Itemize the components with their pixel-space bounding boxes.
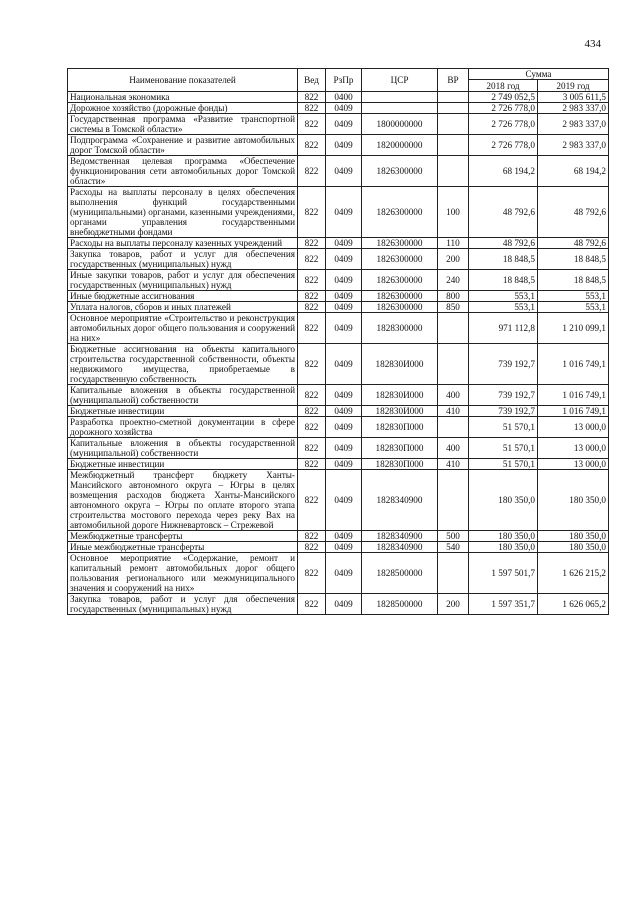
table-row — [68, 531, 609, 542]
cell-name: Бюджетные инвестиции — [68, 406, 298, 417]
cell-name: Национальная экономика — [68, 92, 298, 103]
cell-rzpr: 0409 — [326, 187, 362, 238]
cell-vr: 410 — [438, 406, 469, 417]
cell-2019: 2 983 337,0 — [538, 114, 609, 135]
cell-ved: 822 — [298, 459, 326, 470]
cell-2018: 2 726 778,0 — [469, 103, 538, 114]
header-rzpr: РзПр — [326, 69, 362, 92]
cell-2019: 13 000,0 — [538, 438, 609, 459]
cell-name: Закупка товаров, работ и услуг для обеспечения государственных (муниципальных) нужд — [68, 594, 298, 615]
cell-rzpr: 0409 — [326, 531, 362, 542]
budget-table — [67, 68, 609, 615]
table-row — [68, 553, 609, 594]
cell-2018: 1 597 501,7 — [469, 553, 538, 594]
cell-2018: 68 194,2 — [469, 156, 538, 187]
header-sum: Сумма — [469, 69, 609, 80]
cell-vr — [438, 470, 469, 531]
cell-vr: 100 — [438, 187, 469, 238]
table-row — [68, 313, 609, 344]
cell-2019: 2 983 337,0 — [538, 103, 609, 114]
cell-name: Закупка товаров, работ и услуг для обеспечения государственных (муниципальных) нужд — [68, 249, 298, 270]
cell-csr: 182830П000 — [362, 417, 438, 438]
header-year-2018: 2018 год — [469, 80, 538, 92]
cell-csr: 1826300000 — [362, 187, 438, 238]
cell-csr: 1828340900 — [362, 531, 438, 542]
cell-rzpr: 0409 — [326, 438, 362, 459]
table-row — [68, 270, 609, 291]
cell-csr: 1828340900 — [362, 470, 438, 531]
cell-csr: 1828300000 — [362, 313, 438, 344]
cell-2019: 1 016 749,1 — [538, 385, 609, 406]
cell-rzpr: 0409 — [326, 238, 362, 249]
cell-vr — [438, 103, 469, 114]
cell-ved: 822 — [298, 531, 326, 542]
cell-csr: 182830П000 — [362, 459, 438, 470]
cell-2018: 739 192,7 — [469, 344, 538, 385]
cell-name: Иные межбюджетные трансферты — [68, 542, 298, 553]
cell-name: Государственная программа «Развитие транспортной системы в Томской области» — [68, 114, 298, 135]
cell-name: Капитальные вложения в объекты государственной (муниципальной) собственности — [68, 438, 298, 459]
cell-2018: 48 792,6 — [469, 238, 538, 249]
cell-rzpr: 0409 — [326, 156, 362, 187]
cell-2019: 1 626 215,2 — [538, 553, 609, 594]
cell-2019: 68 194,2 — [538, 156, 609, 187]
cell-vr — [438, 156, 469, 187]
cell-2019: 553,1 — [538, 291, 609, 302]
cell-2018: 51 570,1 — [469, 417, 538, 438]
table-row — [68, 438, 609, 459]
cell-2018: 553,1 — [469, 291, 538, 302]
cell-csr: 182830П000 — [362, 438, 438, 459]
cell-csr: 1828500000 — [362, 553, 438, 594]
cell-vr — [438, 114, 469, 135]
cell-name: Капитальные вложения в объекты государственной (муниципальной) собственности — [68, 385, 298, 406]
cell-rzpr: 0409 — [326, 135, 362, 156]
cell-rzpr: 0409 — [326, 344, 362, 385]
cell-vr — [438, 344, 469, 385]
cell-2018: 2 726 778,0 — [469, 135, 538, 156]
cell-ved: 822 — [298, 249, 326, 270]
cell-rzpr: 0409 — [326, 470, 362, 531]
cell-name: Бюджетные ассигнования на объекты капитального строительства государственной собственности, объекты недвижимого имущества, приобретаемые в государственную собственность — [68, 344, 298, 385]
cell-csr — [362, 92, 438, 103]
cell-name: Дорожное хозяйство (дорожные фонды) — [68, 103, 298, 114]
cell-name: Иные бюджетные ассигнования — [68, 291, 298, 302]
cell-ved: 822 — [298, 542, 326, 553]
cell-name: Уплата налогов, сборов и иных платежей — [68, 302, 298, 313]
cell-2019: 48 792,6 — [538, 238, 609, 249]
cell-csr: 1828340900 — [362, 542, 438, 553]
table-row — [68, 417, 609, 438]
cell-csr: 1826300000 — [362, 156, 438, 187]
table-row — [68, 385, 609, 406]
table-row — [68, 302, 609, 313]
cell-ved: 822 — [298, 270, 326, 291]
cell-2018: 51 570,1 — [469, 438, 538, 459]
table-row — [68, 249, 609, 270]
cell-csr: 1828500000 — [362, 594, 438, 615]
cell-rzpr: 0409 — [326, 270, 362, 291]
cell-rzpr: 0409 — [326, 249, 362, 270]
cell-vr: 200 — [438, 249, 469, 270]
cell-csr: 182830И000 — [362, 344, 438, 385]
cell-vr — [438, 553, 469, 594]
cell-2019: 13 000,0 — [538, 459, 609, 470]
cell-csr: 1820000000 — [362, 135, 438, 156]
cell-2018: 180 350,0 — [469, 542, 538, 553]
cell-rzpr: 0409 — [326, 542, 362, 553]
table-row — [68, 406, 609, 417]
cell-name: Ведомственная целевая программа «Обеспечение функционирования сети автомобильных дорог Томской области» — [68, 156, 298, 187]
cell-2018: 18 848,5 — [469, 270, 538, 291]
cell-ved: 822 — [298, 385, 326, 406]
cell-2019: 13 000,0 — [538, 417, 609, 438]
cell-2018: 2 726 778,0 — [469, 114, 538, 135]
cell-csr: 1826300000 — [362, 238, 438, 249]
cell-rzpr: 0409 — [326, 302, 362, 313]
cell-ved: 822 — [298, 238, 326, 249]
cell-2018: 51 570,1 — [469, 459, 538, 470]
cell-vr — [438, 135, 469, 156]
cell-ved: 822 — [298, 302, 326, 313]
cell-2018: 48 792,6 — [469, 187, 538, 238]
cell-2019: 1 016 749,1 — [538, 406, 609, 417]
cell-2019: 180 350,0 — [538, 542, 609, 553]
cell-rzpr: 0409 — [326, 417, 362, 438]
table-row — [68, 92, 609, 103]
cell-2018: 2 749 052,5 — [469, 92, 538, 103]
cell-name: Иные закупки товаров, работ и услуг для обеспечения государственных (муниципальных) нужд — [68, 270, 298, 291]
table-row — [68, 542, 609, 553]
header-csr: ЦСР — [362, 69, 438, 92]
cell-2018: 739 192,7 — [469, 385, 538, 406]
cell-rzpr: 0409 — [326, 114, 362, 135]
cell-2018: 739 192,7 — [469, 406, 538, 417]
cell-csr: 1826300000 — [362, 291, 438, 302]
header-vr: ВР — [438, 69, 469, 92]
table-row — [68, 291, 609, 302]
cell-ved: 822 — [298, 103, 326, 114]
cell-2019: 2 983 337,0 — [538, 135, 609, 156]
cell-name: Основное мероприятие «Строительство и реконструкция автомобильных дорог общего пользования и сооружений на них» — [68, 313, 298, 344]
cell-csr: 1800000000 — [362, 114, 438, 135]
cell-csr: 1826300000 — [362, 302, 438, 313]
page-number: 434 — [584, 38, 601, 50]
table-row — [68, 156, 609, 187]
table-row — [68, 459, 609, 470]
cell-2019: 1 626 065,2 — [538, 594, 609, 615]
cell-rzpr: 0409 — [326, 291, 362, 302]
cell-2018: 553,1 — [469, 302, 538, 313]
table-row — [68, 187, 609, 238]
cell-name: Основное мероприятие «Содержание, ремонт и капитальный ремонт автомобильных дорог общего пользования регионального или межмуниципального значения и сооружений на них» — [68, 553, 298, 594]
cell-2019: 1 210 099,1 — [538, 313, 609, 344]
cell-name: Межбюджетный трансферт бюджету Ханты-Мансийского автономного округа – Югры в целях возмещения расходов бюджета Ханты-Мансийского автономного округа – Югры по оплате второго этапа строительства мостового перехода через реку Вах на автомобильной дороге Нижневартовск – Стрежевой — [68, 470, 298, 531]
cell-ved: 822 — [298, 92, 326, 103]
cell-vr — [438, 313, 469, 344]
cell-2019: 180 350,0 — [538, 470, 609, 531]
cell-vr: 110 — [438, 238, 469, 249]
cell-name: Разработка проектно-сметной документации в сфере дорожного хозяйства — [68, 417, 298, 438]
cell-vr — [438, 92, 469, 103]
cell-rzpr: 0400 — [326, 92, 362, 103]
cell-vr: 240 — [438, 270, 469, 291]
table-row — [68, 238, 609, 249]
cell-name: Расходы на выплаты персоналу в целях обеспечения выполнения функций государственными (муниципальными) органами, казенными учреждениями, органами управления государственными внебюджетными фондами — [68, 187, 298, 238]
cell-rzpr: 0409 — [326, 594, 362, 615]
cell-2019: 18 848,5 — [538, 249, 609, 270]
table-row — [68, 470, 609, 531]
cell-ved: 822 — [298, 187, 326, 238]
cell-ved: 822 — [298, 438, 326, 459]
header-name: Наименование показателей — [68, 69, 298, 92]
cell-rzpr: 0409 — [326, 459, 362, 470]
cell-ved: 822 — [298, 156, 326, 187]
cell-2019: 3 005 611,5 — [538, 92, 609, 103]
header-year-2019: 2019 год — [538, 80, 609, 92]
table-row — [68, 594, 609, 615]
cell-ved: 822 — [298, 417, 326, 438]
cell-vr: 500 — [438, 531, 469, 542]
table-row — [68, 135, 609, 156]
cell-vr: 410 — [438, 459, 469, 470]
cell-name: Подпрограмма «Сохранение и развитие автомобильных дорог Томской области» — [68, 135, 298, 156]
cell-vr: 850 — [438, 302, 469, 313]
cell-ved: 822 — [298, 594, 326, 615]
cell-vr — [438, 417, 469, 438]
cell-rzpr: 0409 — [326, 313, 362, 344]
cell-ved: 822 — [298, 406, 326, 417]
cell-ved: 822 — [298, 553, 326, 594]
table-row — [68, 344, 609, 385]
cell-ved: 822 — [298, 114, 326, 135]
table-row — [68, 114, 609, 135]
cell-csr — [362, 103, 438, 114]
cell-2018: 1 597 351,7 — [469, 594, 538, 615]
cell-2019: 48 792,6 — [538, 187, 609, 238]
header-ved: Вед — [298, 69, 326, 92]
cell-rzpr: 0409 — [326, 103, 362, 114]
cell-2018: 18 848,5 — [469, 249, 538, 270]
cell-2019: 180 350,0 — [538, 531, 609, 542]
cell-vr: 540 — [438, 542, 469, 553]
cell-csr: 1826300000 — [362, 249, 438, 270]
cell-vr: 800 — [438, 291, 469, 302]
cell-ved: 822 — [298, 313, 326, 344]
cell-vr: 200 — [438, 594, 469, 615]
cell-csr: 1826300000 — [362, 270, 438, 291]
cell-name: Расходы на выплаты персоналу казенных учреждений — [68, 238, 298, 249]
cell-rzpr: 0409 — [326, 553, 362, 594]
cell-2018: 971 112,8 — [469, 313, 538, 344]
cell-vr: 400 — [438, 385, 469, 406]
cell-2019: 553,1 — [538, 302, 609, 313]
cell-csr: 182830И000 — [362, 385, 438, 406]
cell-2019: 18 848,5 — [538, 270, 609, 291]
cell-ved: 822 — [298, 135, 326, 156]
table-row — [68, 103, 609, 114]
cell-ved: 822 — [298, 344, 326, 385]
cell-name: Бюджетные инвестиции — [68, 459, 298, 470]
cell-name: Межбюджетные трансферты — [68, 531, 298, 542]
cell-rzpr: 0409 — [326, 406, 362, 417]
cell-ved: 822 — [298, 291, 326, 302]
cell-ved: 822 — [298, 470, 326, 531]
cell-vr: 400 — [438, 438, 469, 459]
cell-rzpr: 0409 — [326, 385, 362, 406]
cell-2018: 180 350,0 — [469, 470, 538, 531]
cell-2018: 180 350,0 — [469, 531, 538, 542]
cell-csr: 182830И000 — [362, 406, 438, 417]
cell-2019: 1 016 749,1 — [538, 344, 609, 385]
